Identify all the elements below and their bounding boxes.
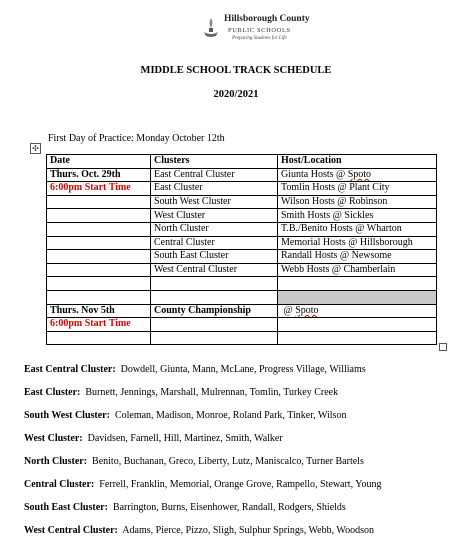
host-cell: Webb Hosts @ Chamberlain bbox=[278, 263, 437, 277]
cluster-cell: County Championship bbox=[151, 304, 278, 318]
list-item bbox=[24, 525, 464, 548]
table-row bbox=[47, 168, 437, 182]
table-row bbox=[47, 263, 437, 277]
cluster-cell: Central Cluster bbox=[151, 236, 278, 250]
meet-start-time: 6:00pm Start Time bbox=[47, 318, 151, 332]
empty-cell bbox=[47, 195, 151, 209]
cluster-schools: Davidsen, Farnell, Hill, Martinez, Smith, Walker bbox=[87, 433, 283, 444]
empty-cell bbox=[151, 290, 278, 304]
host-cell: Wilson Hosts @ Robinson bbox=[278, 195, 437, 209]
table-row bbox=[47, 318, 437, 332]
cluster-name: North Cluster: bbox=[24, 456, 88, 467]
cluster-schools: Adams, Pierce, Pizzo, Sligh, Sulphur Springs, Webb, Woodson bbox=[122, 525, 374, 536]
empty-cell bbox=[47, 209, 151, 223]
empty-cell bbox=[151, 318, 278, 332]
cluster-schools: Dowdell, Giunta, Mann, McLane, Progress Village, Williams bbox=[120, 364, 366, 375]
list-item bbox=[24, 479, 464, 502]
cluster-cell: South West Cluster bbox=[151, 195, 278, 209]
cluster-schools: Burnett, Jennings, Marshall, Mulrennan, Tomlin, Turkey Creek bbox=[85, 387, 339, 398]
cluster-cell: West Central Cluster bbox=[151, 263, 278, 277]
header-date: Date bbox=[47, 155, 151, 169]
list-item bbox=[24, 433, 464, 456]
list-item bbox=[24, 364, 464, 387]
list-item bbox=[24, 502, 464, 525]
host-cell: T.B./Benito Hosts @ Wharton bbox=[278, 222, 437, 236]
first-practice-note: First Day of Practice: Monday October 12th bbox=[48, 133, 225, 144]
table-row bbox=[47, 277, 437, 291]
host-cell: @ Spoto bbox=[278, 304, 437, 318]
host-venue: Spoto bbox=[347, 168, 372, 180]
cluster-cell: South East Cluster bbox=[151, 250, 278, 264]
empty-cell bbox=[47, 263, 151, 277]
empty-cell bbox=[47, 250, 151, 264]
schedule-table bbox=[46, 154, 437, 345]
cluster-name: South West Cluster: bbox=[24, 410, 110, 421]
cluster-schools: Ferrell, Franklin, Memorial, Orange Grove, Rampello, Stewart, Young bbox=[99, 479, 382, 490]
table-row bbox=[47, 250, 437, 264]
table-row bbox=[47, 182, 437, 196]
cluster-cell: North Cluster bbox=[151, 222, 278, 236]
cluster-cell: West Cluster bbox=[151, 209, 278, 223]
table-row bbox=[47, 304, 437, 318]
table-row bbox=[47, 209, 437, 223]
cluster-name: South East Cluster: bbox=[24, 502, 108, 513]
table-resize-handle[interactable] bbox=[439, 343, 447, 351]
empty-cell bbox=[278, 277, 437, 291]
org-tagline: Preparing Students for Life bbox=[232, 36, 287, 41]
district-logo bbox=[200, 12, 310, 48]
table-row bbox=[47, 236, 437, 250]
lamp-of-learning-icon bbox=[200, 14, 222, 40]
empty-cell bbox=[47, 222, 151, 236]
meet-start-time: 6:00pm Start Time bbox=[47, 182, 151, 196]
org-name: Hillsborough County bbox=[224, 14, 310, 24]
table-header-row bbox=[47, 155, 437, 169]
cluster-cell: East Cluster bbox=[151, 182, 278, 196]
cluster-cell: East Central Cluster bbox=[151, 168, 278, 182]
shaded-cell bbox=[278, 290, 437, 304]
empty-cell bbox=[151, 277, 278, 291]
host-cell: Memorial Hosts @ Hillsborough bbox=[278, 236, 437, 250]
host-cell: Giunta Hosts @ Spoto bbox=[278, 168, 437, 182]
meet-date: Thurs. Nov 5th bbox=[47, 304, 151, 318]
table-row bbox=[47, 222, 437, 236]
season-year: 2020/2021 bbox=[213, 89, 259, 100]
cluster-name: East Central Cluster: bbox=[24, 364, 116, 375]
empty-cell bbox=[278, 331, 437, 345]
cluster-name: West Cluster: bbox=[24, 433, 83, 444]
cluster-schools: Barrington, Burns, Eisenhower, Randall, Rodgers, Shields bbox=[112, 502, 346, 513]
header-clusters: Clusters bbox=[151, 155, 278, 169]
cluster-name: East Cluster: bbox=[24, 387, 81, 398]
list-item bbox=[24, 456, 464, 479]
meet-date: Thurs. Oct. 29th bbox=[47, 168, 151, 182]
list-item bbox=[24, 387, 464, 410]
cluster-list bbox=[24, 364, 464, 548]
host-cell: Tomlin Hosts @ Plant City bbox=[278, 182, 437, 196]
empty-cell bbox=[47, 236, 151, 250]
empty-cell bbox=[47, 277, 151, 291]
empty-cell bbox=[47, 290, 151, 304]
table-row bbox=[47, 195, 437, 209]
empty-cell bbox=[47, 331, 151, 345]
org-subtitle: PUBLIC SCHOOLS bbox=[228, 27, 291, 34]
empty-cell bbox=[278, 318, 437, 332]
page-title: MIDDLE SCHOOL TRACK SCHEDULE bbox=[140, 65, 332, 76]
table-move-handle-icon[interactable]: ✣ bbox=[30, 143, 41, 154]
host-venue: Spoto bbox=[295, 304, 319, 316]
list-item bbox=[24, 410, 464, 433]
empty-cell bbox=[151, 331, 278, 345]
cluster-name: West Central Cluster: bbox=[24, 525, 118, 536]
host-cell: Randall Hosts @ Newsome bbox=[278, 250, 437, 264]
table-row bbox=[47, 290, 437, 304]
table-row bbox=[47, 331, 437, 345]
cluster-schools: Coleman, Madison, Monroe, Roland Park, Tinker, Wilson bbox=[114, 410, 347, 421]
host-cell: Smith Hosts @ Sickles bbox=[278, 209, 437, 223]
cluster-schools: Benito, Buchanan, Greco, Liberty, Lutz, Maniscalco, Turner Bartels bbox=[92, 456, 364, 467]
header-host: Host/Location bbox=[278, 155, 437, 169]
cluster-name: Central Cluster: bbox=[24, 479, 95, 490]
